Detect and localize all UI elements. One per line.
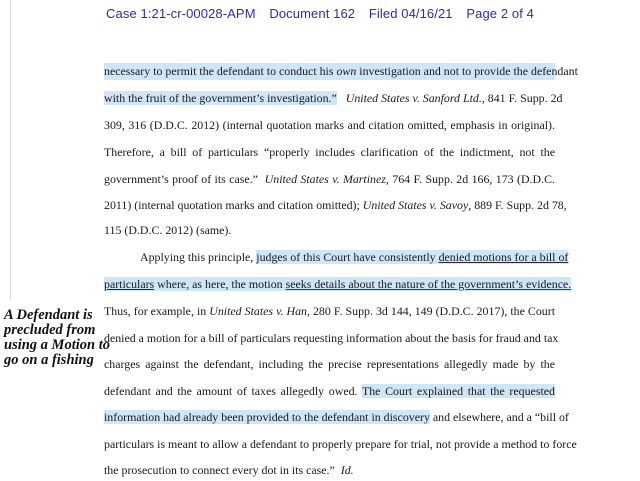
text-line: 2011) (internal quotation marks and citation omitted); United States v. Savoy, 889 F. Supp. 2d 78, [104,198,567,212]
text-line: Therefore, a bill of particulars “properly includes clarification of the indictment, not the [104,145,555,159]
text-line: particulars is meant to allow a defendant to properly prepare for trial, not provide a method to force [104,437,577,451]
case-number: Case 1:21-cr-00028-APM [106,6,256,21]
filed-date: Filed 04/16/21 [368,6,453,21]
text-line: information had already been provided to the defendant in discovery and elsewhere, and a “bill of [104,410,569,424]
margin-annotation: A Defendant is precluded from using a Motion to go on a fishing [4,307,110,368]
text-line: charges against the defendant, including the precise representations allegedly made by the [104,357,555,371]
document-header [0,6,640,21]
page-edge-rule [10,0,11,300]
text-line: government’s proof of its case.” United States v. Martinez, 764 F. Supp. 2d 166, 173 (D.D.C. [104,172,555,186]
text-line: necessary to permit the defendant to conduct his own investigation and not to provide the defendant [104,64,578,78]
text-line: Applying this principle, judges of this Court have consistently denied motions for a bill of [140,250,569,264]
text-line: particulars where, as here, the motion seeks details about the nature of the government’s evidence. [104,277,572,291]
text-line: the prosecution to connect every dot in its case.” Id. [104,463,354,477]
text-line: 309, 316 (D.D.C. 2012) (internal quotation marks and citation omitted, emphasis in original). [104,118,555,132]
document-number: Document 162 [269,6,356,21]
text-line: denied a motion for a bill of particulars requesting information about the basis for fraud and tax [104,331,559,345]
text-line: defendant and the amount of taxes allegedly owed. The Court explained that the requested [104,384,555,398]
text-line: 115 (D.D.C. 2012) (same). [104,223,232,237]
text-line: Thus, for example, in United States v. Han, 280 F. Supp. 3d 144, 149 (D.D.C. 2017), the Court [104,304,555,318]
text-line: with the fruit of the government’s investigation.” United States v. Sanford Ltd., 841 F. Supp. 2d [104,91,563,105]
page-number: Page 2 of 4 [466,6,534,21]
